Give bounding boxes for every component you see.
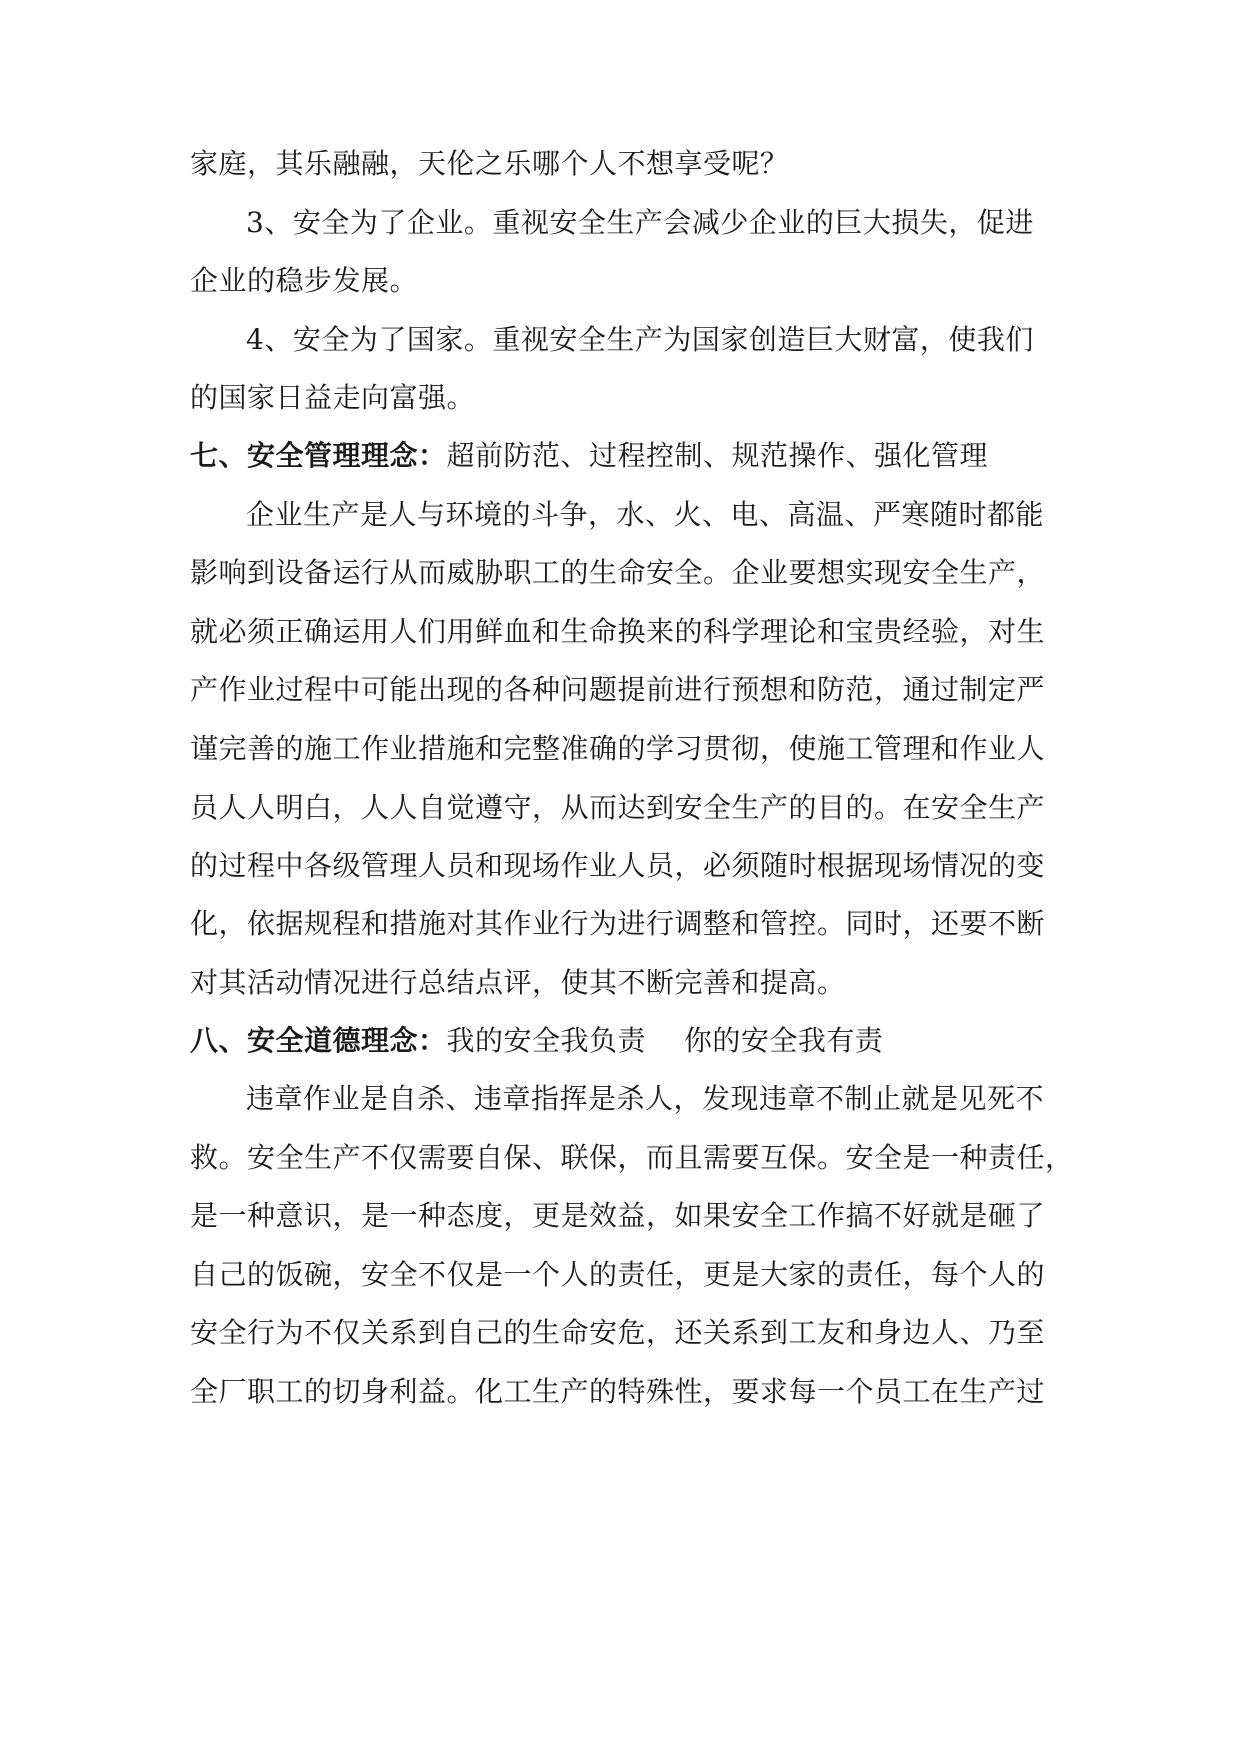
paragraph-line: 的国家日益走向富强。 xyxy=(190,381,476,414)
paragraph-line: 对其活动情况进行总结点评，使其不断完善和提高。 xyxy=(190,966,846,999)
paragraph-line: 自己的饭碗，安全不仅是一个人的责任，更是大家的责任，每个人的 xyxy=(190,1258,1046,1291)
paragraph-line: 家庭，其乐融融，天伦之乐哪个人不想享受呢？ xyxy=(190,147,789,180)
paragraph-line: 安全行为不仅关系到自己的生命安危，还关系到工友和身边人、乃至 xyxy=(190,1316,1046,1349)
section-heading-label: 七、安全管理理念： xyxy=(190,439,447,472)
paragraph-line: 全厂职工的切身利益。化工生产的特殊性，要求每一个员工在生产过 xyxy=(190,1375,1046,1408)
paragraph-line: 4、安全为了国家。重视安全生产为国家创造巨大财富，使我们 xyxy=(246,323,1034,356)
paragraph-line: 企业生产是人与环境的斗争，水、火、电、高温、严寒随时都能 xyxy=(246,498,1045,531)
paragraph-line: 3、安全为了企业。重视安全生产会减少企业的巨大损失，促进 xyxy=(246,206,1034,239)
paragraph-line: 的过程中各级管理人员和现场作业人员，必须随时根据现场情况的变 xyxy=(190,849,1046,882)
paragraph-line: 救。安全生产不仅需要自保、联保，而且需要互保。安全是一种责任， xyxy=(190,1141,1074,1174)
paragraph-line: 企业的稳步发展。 xyxy=(190,264,419,297)
paragraph-line: 谨完善的施工作业措施和完整准确的学习贯彻，使施工管理和作业人 xyxy=(190,732,1046,765)
section-heading-label: 八、安全道德理念： xyxy=(190,1024,447,1057)
paragraph-line: 影响到设备运行从而威胁职工的生命安全。企业要想实现安全生产， xyxy=(190,556,1046,589)
paragraph-line: 是一种意识，是一种态度，更是效益，如果安全工作搞不好就是砸了 xyxy=(190,1199,1046,1232)
section-heading-8 xyxy=(190,1023,883,1059)
paragraph-line: 员人人明白，人人自觉遵守，从而达到安全生产的目的。在安全生产 xyxy=(190,791,1046,824)
section-heading-text: 我的安全我负责 你的安全我有责 xyxy=(446,1024,884,1057)
paragraph-line: 产作业过程中可能出现的各种问题提前进行预想和防范，通过制定严 xyxy=(190,673,1046,706)
paragraph-line: 化，依据规程和措施对其作业行为进行调整和管控。同时，还要不断 xyxy=(190,907,1046,940)
paragraph-line: 违章作业是自杀、违章指挥是杀人，发现违章不制止就是见死不 xyxy=(246,1082,1045,1115)
section-heading-7 xyxy=(190,438,988,474)
paragraph-line: 就必须正确运用人们用鲜血和生命换来的科学理论和宝贵经验，对生 xyxy=(190,615,1046,648)
section-heading-text: 超前防范、过程控制、规范操作、强化管理 xyxy=(446,439,989,472)
